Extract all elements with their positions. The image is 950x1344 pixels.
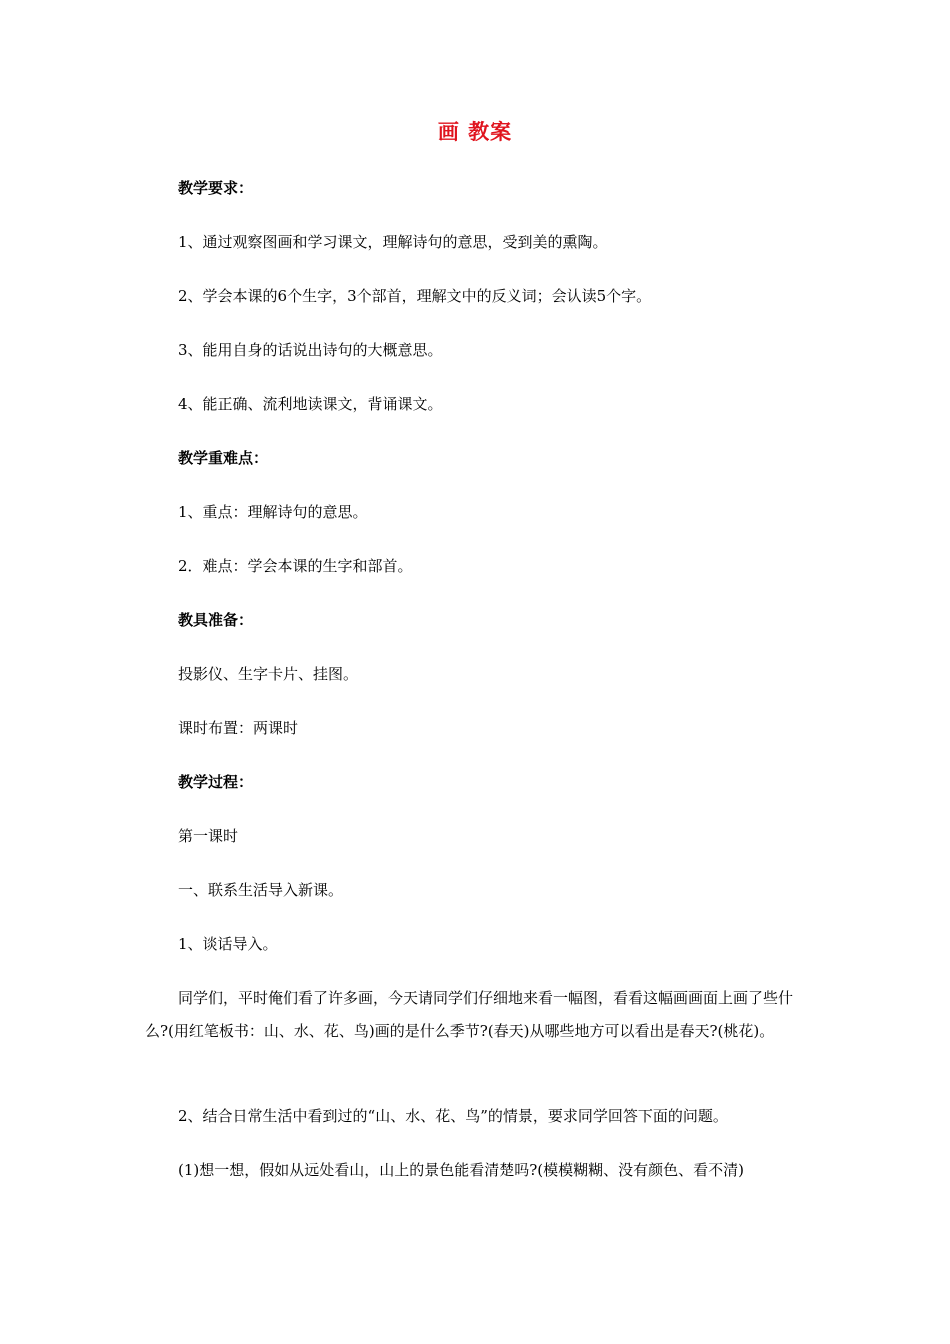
materials-heading: 教具准备： [178, 611, 254, 629]
paragraph-talk-intro: 同学们，平时俺们看了许多画，今天请同学们仔细地来看一幅图，看看这幅画画面上画了些什么?(用红笔板书：山、水、花、鸟)画的是什么季节?(春天)从哪些地方可以看出是春天?(桃花)。 [145, 989, 794, 1040]
paragraph-question-1: (1)想一想，假如从远处看山，山上的景色能看清楚吗?(模模糊糊、没有颜色、看不清) [178, 1161, 744, 1179]
key-point-item-1: 1、重点：理解诗句的意思。 [178, 503, 368, 521]
schedule-text: 课时布置：两课时 [178, 719, 299, 737]
document-title: 画 教案 [437, 120, 513, 144]
key-point-item-2: 2．难点：学会本课的生字和部首。 [178, 557, 413, 575]
requirement-item-2: 2、学会本课的6个生字，3个部首，理解文中的反义词；会认读5个字。 [178, 287, 652, 305]
process-heading: 教学过程： [178, 773, 254, 791]
materials-text: 投影仪、生字卡片、挂图。 [178, 665, 359, 683]
lesson-one-label: 第一课时 [178, 827, 239, 845]
step-one-sub-1: 1、谈话导入。 [178, 935, 278, 953]
step-one-sub-2: 2、结合日常生活中看到过的“山、水、花、鸟”的情景，要求同学回答下面的问题。 [178, 1107, 728, 1125]
requirements-heading: 教学要求： [178, 179, 254, 197]
requirement-item-4: 4、能正确、流利地读课文，背诵课文。 [178, 395, 443, 413]
requirement-item-3: 3、能用自身的话说出诗句的大概意思。 [178, 341, 443, 359]
requirement-item-1: 1、通过观察图画和学习课文，理解诗句的意思，受到美的熏陶。 [178, 233, 608, 251]
step-one-heading: 一、联系生活导入新课。 [178, 881, 344, 899]
key-points-heading: 教学重难点： [178, 449, 269, 467]
